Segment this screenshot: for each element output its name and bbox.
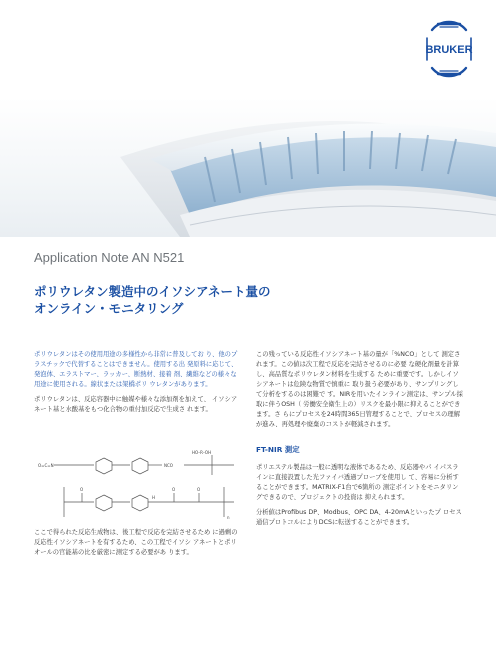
foam-mattress-photo (0, 97, 496, 237)
polyurethane-reaction-formula (34, 445, 240, 523)
intro-paragraph: ポリウレタンはその使用用途の多様性から非常に普及してお り、他のプラスチックで代替することはできません。使用する出 発原料に応じて、発泡体、エラストマー、ラッカー、断熱材、接着 剤、繊維などの様々な用途に使用される。線状または架橋ポリ ウレタンがあります。 (34, 351, 238, 388)
title-line-1: ポリウレタン製造中のイソシアネート量の (34, 284, 271, 299)
left-column (34, 350, 242, 420)
application-note-label: Application Note AN N521 (34, 250, 185, 265)
foam-illustration (0, 97, 496, 237)
formula-label-polyol: HO–R–OH (192, 450, 212, 455)
reaction-paragraph: ポリウレタンは、反応容器中に触媒や様々な添加剤を加えて、 イソシアネート基と水酸基をもつ化合物の重付加反応で生成さ れます。 (34, 396, 238, 413)
bruker-logo (418, 18, 480, 80)
ft-nir-heading: FT-NIR 測定 (256, 445, 300, 454)
page-title (34, 283, 271, 317)
svg-text:BRUKER: BRUKER (425, 44, 473, 56)
formula-label-isocyanate: O=C=N (38, 463, 54, 468)
formula-label-n: n (227, 515, 230, 520)
formula-label-nco: NCO (164, 463, 173, 468)
left-column-lower (34, 528, 242, 563)
title-line-2: オンライン・モニタリング (34, 301, 184, 316)
nco-paragraph: この残っている反応性イソシアネート基の量が「%NCO」として 測定されます。この値は次工程で反応を完結させるのに必要 な硬化剤量を計算し、高品質なポリウレタン材料を生成する ために重要です。しかしイソシアネートは危険な物質で慎重に 取り扱う必要があり、サンプリングして分析をするのは困難で す。NIRを用いたインライン測定は、サンプル採取に伴うOSH（ 労働安全衛生上の）リスクを最小限に抑えることができます。さ らにプロセスを24時間365日管理することで、プロセスの理解 が進み、再処理や廃棄のコストが軽減されます。 (256, 351, 463, 428)
right-column (256, 350, 464, 533)
protocol-paragraph: 分析値はProfibus DP、Modbus、OPC DA、4-20mAといったプ ロセス通信プロトコルによりDCSに転送することができます。 (256, 509, 462, 526)
formula-label-h: H (152, 495, 156, 500)
formula-label-o1: O (80, 487, 84, 492)
formula-label-o3: O (197, 487, 201, 492)
formula-label-o2: O (172, 487, 176, 492)
excess-isocyanate-paragraph: ここで得られた反応生成物は、後工程で反応を完結させるため に過剰の反応性イソシアネートを有するため、この工程でイソシ アネートとポリオールの官能基の比を厳密に測定する必要があ ります。 (34, 529, 238, 556)
probe-paragraph: ポリエステル製品は一般に透明な液体であるため、反応器やパ イパスラインに直接設置した光ファイバ透過プローブを使用し て、容易に分析することができます。MATRIX-F1台で6箇所の 測定ポイントをモニタリングできるので、プロジェクトの投資は 抑えられます。 (256, 464, 459, 501)
